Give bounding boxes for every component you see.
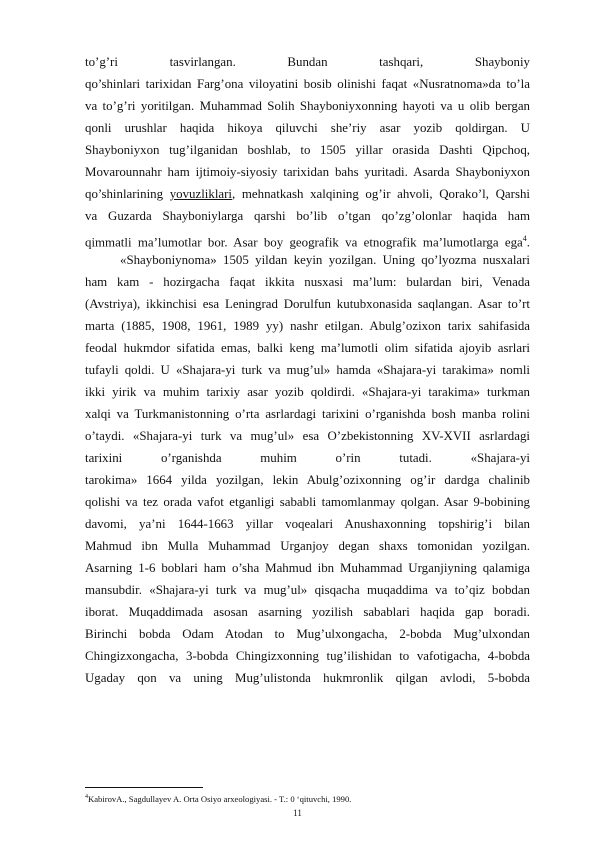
text-line: ikki yirik va muhim tarixiy asar yozib qoldirdi. «Shajara-yi tarakima» turkman: [85, 385, 530, 399]
text-line: Asarning 1-6 boblari ham o’sha Mahmud ibn Muhammad Urganjiyning qalamiga: [85, 561, 530, 575]
text-fragment: qimmatli ma’lumotlar bor. Asar boy geografik va etnografik ma’lumotlarga ega: [85, 235, 523, 250]
text-line: (Avstriya), ikkinchisi esa Leningrad Dorulfun kutubxonasida saqlangan. Asar to’rt: [85, 297, 530, 311]
footnote-mark: 4: [522, 234, 527, 243]
text-line: Mahmud ibn Mulla Muhammad Urganjoy degan shaxs tomonidan yozilgan.: [85, 539, 530, 553]
text-line: marta (1885, 1908, 1961, 1989 yy) nashr etilgan. Abulg’ozixon tarix sahifasida: [85, 319, 530, 333]
text-line: mansubdir. «Shajara-yi turk va mug’ul» qisqacha muqaddima va to’qiz bobdan: [85, 583, 530, 597]
text-line: Shayboniyxon tug’ilganidan boshlab, to 1505 yillar orasida Dashti Qipchoq,: [85, 143, 530, 157]
text-line: feodal hukmdor sifatida emas, balki keng ma’lumotli olim sifatida ajoyib asrlari: [85, 341, 530, 355]
footnote-text: KabirovA., Sagdullayev A. Orta Osiyo arxeologiyasi. - T.: 0 ‘qituvchi, 1990.: [88, 793, 352, 804]
text-line: Movarounnahr ham ijtimoiy-siyosiy tarixidan bahs yuritadi. Asarda Shayboniyxon: [85, 165, 530, 179]
underlined-word: yovuzliklari: [169, 187, 233, 201]
text-line: o’taydi. «Shajara-yi turk va mug’ul» esa O’zbekistonning XV-XVII asrlardagi: [85, 429, 530, 443]
text-line: qimmatli ma’lumotlar bor. Asar boy geografik va etnografik ma’lumotlarga ega$^4$.: [85, 234, 530, 250]
text-line: xalqi va Turkmanistonning o’rta asrlardagi tarixini o’rganishda bosh manba rolini: [85, 407, 530, 421]
text-line: Ugaday qon va uning Mug’ulistonda hukmronlik qilgan avlodi, 5-bobda: [85, 671, 530, 685]
text-line: iborat. Muqaddimada asosan asarning yozilish sabablari haqida gap boradi.: [85, 605, 530, 619]
text-line: va to’g’ri yoritilgan. Muhammad Solih Shayboniyxonning hayoti va u olib bergan: [85, 99, 530, 113]
text-line: tufayli qoldi. U «Shajara-yi turk va mug’ul» hamda «Shajara-yi tarakima» nomli: [85, 363, 530, 377]
footnote-separator: [85, 787, 203, 788]
text-line: [85, 186, 530, 203]
text-line: to’g’ri tasvirlangan. Bundan tashqari, Shayboniy: [85, 55, 530, 69]
page-number: 11: [293, 808, 302, 818]
text-line: tarokima» 1664 yilda yozilgan, lekin Abulg’ozixonning og’ir dardga chalinib: [85, 473, 530, 487]
text-line: ham kam - hozirgacha faqat ikkita nusxasi ma’lum: bulardan biri, Venada: [85, 275, 530, 289]
text-line: Chingizxongacha, 3-bobda Chingizxonning tug’ilishidan to vafotigacha, 4-bobda: [85, 649, 530, 663]
text-fragment: , mehnatkash xalqining og’ir ahvoli, Qorako’l, Qarshi: [232, 187, 530, 201]
text-line: «Shayboniynoma» 1505 yildan keyin yozilgan. Uning qo’lyozma nusxalari: [120, 253, 530, 267]
text-line: Birinchi bobda Odam Atodan to Mug’ulxongacha, 2-bobda Mug’ulxondan: [85, 627, 530, 641]
footnote-number: 4: [85, 794, 88, 800]
text-line: qonli urushlar haqida hikoya qiluvchi she’riy asar yozib qoldirgan. U: [85, 121, 530, 135]
text-fragment: qo’shinlarining: [85, 187, 164, 201]
text-line: va Guzarda Shayboniylarga qarshi bo’lib o’tgan qo’zg’olonlar haqida ham: [85, 209, 530, 223]
text-line: qolishi va tez orada vafot etganligi sababli tamomlanmay qolgan. Asar 9-bobining: [85, 495, 530, 509]
footnote: [85, 792, 351, 805]
text-line: tarixini o’rganishda muhim o’rin tutadi. «Shajara-yi: [85, 451, 530, 465]
text-line: davomi, ya’ni 1644-1663 yillar voqealari Anushaxonning topshirig’i bilan: [85, 517, 530, 531]
text-line: qo’shinlari tarixidan Farg’ona viloyatini bosib olinishi faqat «Nusratnoma»da to’la: [85, 77, 530, 91]
